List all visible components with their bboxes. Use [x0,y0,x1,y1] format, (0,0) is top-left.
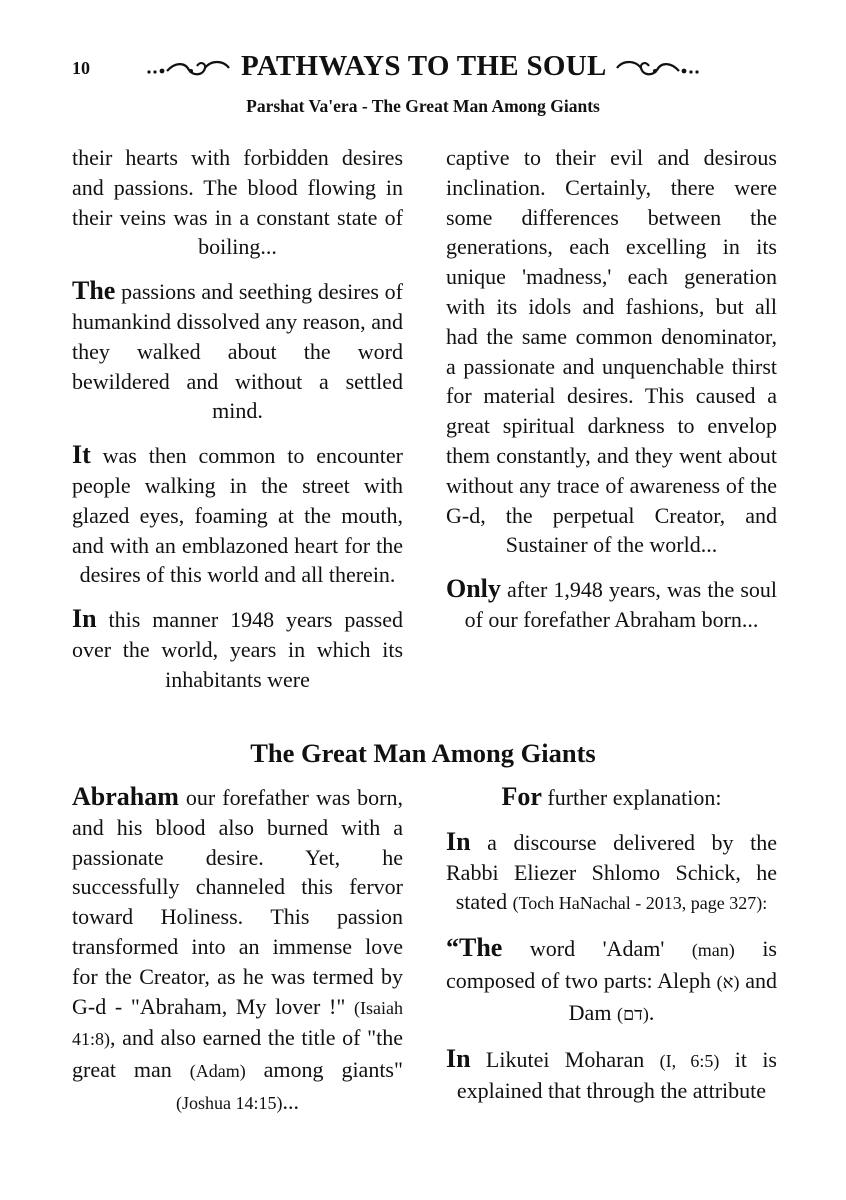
paragraph [446,1044,777,1107]
paragraph-text: a discourse delivered by the Rabbi Eliezer Shlomo Schick, he stated [446,829,777,915]
paragraph [446,827,777,919]
lead-word: For [501,782,542,811]
paragraph-text: further explanation: [541,785,722,810]
paragraph-text: . [648,999,655,1025]
paragraph-text: Likutei Moharan [470,1046,660,1072]
column-2 [446,143,777,649]
paragraph-text: is composed of two parts: Aleph [446,936,777,993]
paragraph [72,782,403,1119]
header-title: PATHWAYS TO THE SOUL [240,50,606,82]
page-number: 10 [72,58,90,78]
section-heading: The Great Man Among Giants [250,738,596,768]
paragraph-text: among giants" [245,1057,403,1083]
paragraph-text: was then common to encounter people walking in the street with glazed eyes, foaming at the mouth, and with an emblazoned heart for the desires of this world and all therein. [72,443,403,588]
citation: (I, 6:5) [659,1050,720,1071]
lead-word: In [446,826,471,856]
citation: (Isaiah 41:8) [72,997,403,1050]
paragraph-text: after 1,948 years, was the soul of our forefather Abraham born... [464,577,777,632]
paragraph-text: word 'Adam' [502,936,692,962]
citation: (Adam) [189,1061,246,1082]
left-ornament-icon [145,58,233,78]
citation: (Joshua 14:15) [176,1092,283,1113]
paragraph [72,440,403,590]
paragraph [72,276,403,426]
column-3 [72,782,403,1133]
paragraph [446,782,777,813]
lead-word: The [72,276,116,306]
column-1 [72,143,403,709]
running-header [0,50,846,83]
lead-word: Only [446,574,501,604]
paragraph-text: passions and seething desires of humankind dissolved any reason, and they walked about the word bewildered and without a settled mind. [72,279,403,424]
citation: (א) [716,971,740,992]
paragraph: their hearts with forbidden desires and passions. The blood flowing in their veins was in a constant state of boiling... [72,145,403,260]
lead-word: In [72,604,97,634]
right-ornament-icon [613,58,701,78]
citation: (man) [691,940,735,961]
paragraph-text: this manner 1948 years passed over the world, years in which its inhabitants were [72,607,403,692]
lead-word: It [72,440,91,470]
paragraph [72,604,403,694]
citation: (דם) [616,1003,649,1024]
paragraph-text: , and also earned the title of "the great man [72,1025,403,1083]
paragraph-text: and Dam [568,967,777,1025]
column-4 [446,782,777,1120]
paragraph-text: our forefather was born, and his blood also burned with a passionate desire. Yet, he successfully channeled this fervor toward Holiness. This passion transformed into an immense love for the Creator, as he was termed by G-d - "Abraham, My lover !" [72,785,403,1019]
lead-word: In [446,1043,471,1073]
lead-word: “The [446,933,503,963]
lead-word: Abraham [72,782,179,811]
paragraph-text: ... [282,1088,299,1114]
paragraph-text: it is explained that through the attribute [456,1046,777,1104]
paragraph [446,574,777,635]
page-subtitle: Parshat Va'era - The Great Man Among Giants [246,96,600,116]
paragraph [446,933,777,1029]
citation: (Toch HaNachal - 2013, page 327): [512,893,768,914]
paragraph: captive to their evil and desirous inclination. Certainly, there were some differences between the generations, each excelling in its unique 'madness,' each generation with its idols and fashions, but all had the same common denominator, a passionate and unquenchable thirst for material desires. This caused a great spiritual darkness to envelop them constantly, and they went about without any trace of awareness of the G-d, the perpetual Creator, and Sustainer of the world... [446,145,777,558]
